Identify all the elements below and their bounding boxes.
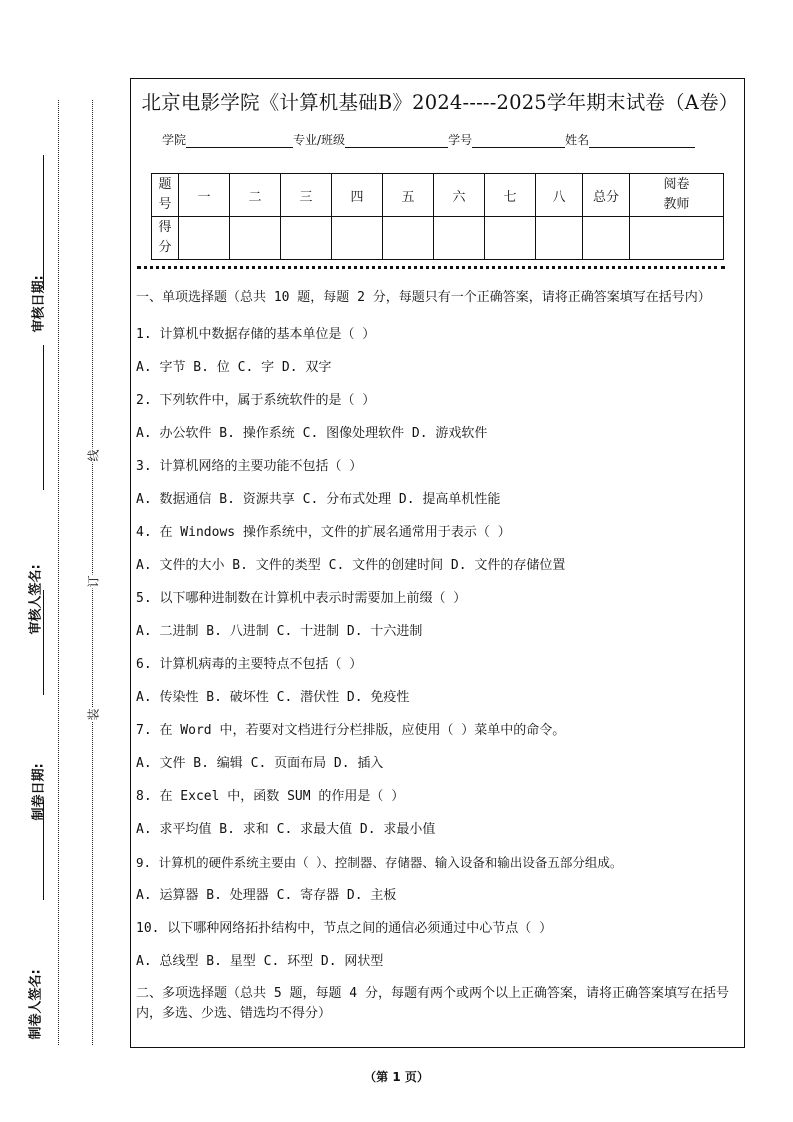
question: 3. 计算机网络的主要功能不包括（ ） bbox=[136, 459, 363, 474]
score-cell[interactable] bbox=[630, 217, 724, 260]
section2-heading: 二、多项选择题（总共 5 题，每题 4 分，每题有两个或两个以上正确答案，请将正确答案填写在括号内，多选、少选、错选均不得分） bbox=[136, 986, 729, 1021]
question-list bbox=[136, 318, 740, 978]
make-date-underline bbox=[43, 590, 44, 695]
name-blank[interactable] bbox=[589, 133, 695, 148]
options: A. 文件的大小 B. 文件的类型 C. 文件的创建时间 D. 文件的存储位置 bbox=[136, 558, 566, 573]
reviewer-sign-underline bbox=[43, 345, 44, 490]
review-date-underline bbox=[43, 155, 44, 290]
question: 1. 计算机中数据存储的基本单位是（ ） bbox=[136, 327, 376, 342]
make-date-label: 制卷日期: bbox=[31, 763, 47, 821]
section1-heading: 一、单项选择题（总共 10 题，每题 2 分，每题只有一个正确答案，请将正确答案填写在括号内） bbox=[136, 290, 711, 305]
score-cell[interactable] bbox=[332, 217, 383, 260]
col-6: 六 bbox=[434, 174, 485, 217]
exam-title: 北京电影学院《计算机基础B》2024-----2025学年期末试卷（A卷） bbox=[141, 91, 739, 114]
page-number: （第 1 页） bbox=[364, 1070, 429, 1084]
question: 9. 计算机的硬件系统主要由（ ）、控制器、存储器、输入设备和输出设备五部分组成。 bbox=[136, 855, 623, 870]
row-label-tihao: 题号 bbox=[152, 174, 179, 217]
maker-sign-field bbox=[25, 860, 44, 1040]
options: A. 文件 B. 编辑 C. 页面布局 D. 插入 bbox=[136, 756, 384, 771]
college-label: 学院 bbox=[162, 133, 187, 147]
student-id-blank[interactable] bbox=[472, 133, 565, 148]
options: A. 办公软件 B. 操作系统 C. 图像处理软件 D. 游戏软件 bbox=[136, 426, 488, 441]
col-5: 五 bbox=[383, 174, 434, 217]
options: A. 字节 B. 位 C. 字 D. 双字 bbox=[136, 360, 332, 375]
binding-mark-zhuang: 装 bbox=[86, 708, 101, 721]
binding-mark-ding: 订 bbox=[86, 575, 101, 588]
question: 5. 以下哪种进制数在计算机中表示时需要加上前缀（ ） bbox=[136, 591, 467, 606]
college-blank[interactable] bbox=[186, 133, 293, 148]
options: A. 数据通信 B. 资源共享 C. 分布式处理 D. 提高单机性能 bbox=[136, 492, 501, 507]
options: A. 传染性 B. 破坏性 C. 潜伏性 D. 免疫性 bbox=[136, 690, 410, 705]
binding-mark-xian: 线 bbox=[86, 449, 101, 462]
score-table-score-row bbox=[152, 217, 724, 260]
student-id-label: 学号 bbox=[448, 133, 473, 147]
question: 8. 在 Excel 中，函数 SUM 的作用是（ ） bbox=[136, 789, 405, 804]
name-label: 姓名 bbox=[565, 133, 590, 147]
col-grader: 阅卷教师 bbox=[630, 174, 724, 217]
score-cell[interactable] bbox=[281, 217, 332, 260]
question: 2. 下列软件中，属于系统软件的是（ ） bbox=[136, 393, 376, 408]
major-blank[interactable] bbox=[345, 133, 448, 148]
question: 10. 以下哪种网络拓扑结构中，节点之间的通信必须通过中心节点（ ） bbox=[136, 921, 553, 936]
score-cell[interactable] bbox=[485, 217, 536, 260]
binding-dotted-line-outer bbox=[58, 100, 59, 1045]
col-3: 三 bbox=[281, 174, 332, 217]
score-cell[interactable] bbox=[230, 217, 281, 260]
score-cell[interactable] bbox=[434, 217, 485, 260]
reviewer-sign-field bbox=[25, 455, 44, 635]
question: 7. 在 Word 中，若要对文档进行分栏排版，应使用（ ）菜单中的命令。 bbox=[136, 723, 566, 738]
score-cell[interactable] bbox=[583, 217, 630, 260]
options: A. 求平均值 B. 求和 C. 求最大值 D. 求最小值 bbox=[136, 822, 436, 837]
score-cell[interactable] bbox=[536, 217, 583, 260]
question: 6. 计算机病毒的主要特点不包括（ ） bbox=[136, 657, 363, 672]
options: A. 总线型 B. 星型 C. 环型 D. 网状型 bbox=[136, 954, 384, 969]
score-cell[interactable] bbox=[383, 217, 434, 260]
binding-dotted-line-inner bbox=[92, 100, 93, 1045]
major-label: 专业/班级 bbox=[293, 133, 346, 147]
col-4: 四 bbox=[332, 174, 383, 217]
student-info-row bbox=[162, 131, 695, 148]
question: 4. 在 Windows 操作系统中，文件的扩展名通常用于表示（ ） bbox=[136, 525, 511, 540]
col-total: 总分 bbox=[583, 174, 630, 217]
col-2: 二 bbox=[230, 174, 281, 217]
maker-sign-underline bbox=[43, 800, 44, 900]
score-table bbox=[151, 173, 724, 260]
reviewer-sign-label: 审核人签名: bbox=[28, 564, 44, 635]
review-date-label: 审核日期: bbox=[31, 275, 47, 333]
col-8: 八 bbox=[536, 174, 583, 217]
row-label-defen: 得分 bbox=[152, 217, 179, 260]
score-table-header-row bbox=[152, 174, 724, 217]
col-1: 一 bbox=[179, 174, 230, 217]
score-cell[interactable] bbox=[179, 217, 230, 260]
options: A. 运算器 B. 处理器 C. 寄存器 D. 主板 bbox=[136, 888, 397, 903]
exam-body bbox=[136, 288, 740, 1024]
options: A. 二进制 B. 八进制 C. 十进制 D. 十六进制 bbox=[136, 624, 423, 639]
maker-sign-label: 制卷人签名: bbox=[28, 969, 44, 1040]
col-7: 七 bbox=[485, 174, 536, 217]
dotted-separator bbox=[137, 266, 725, 269]
